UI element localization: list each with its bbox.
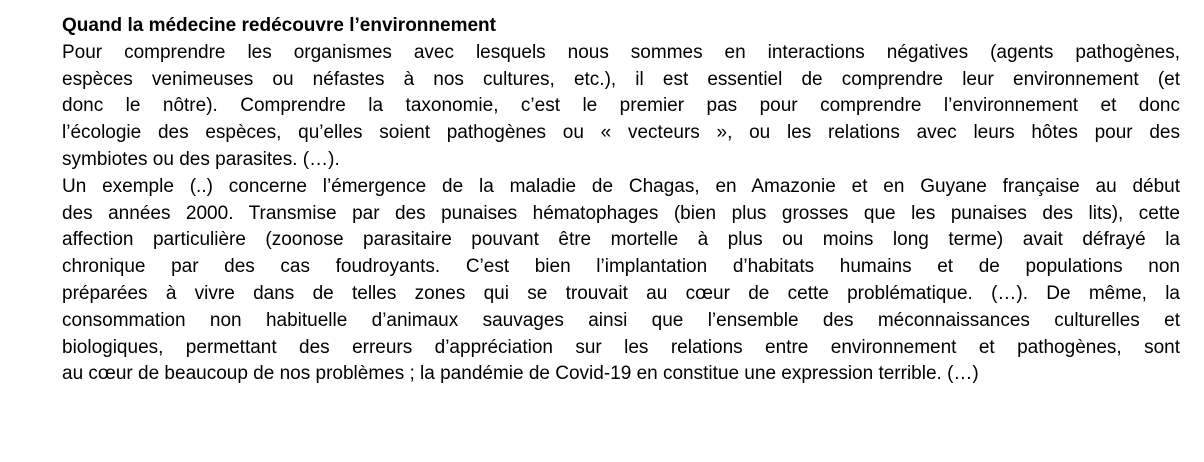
paragraph-line: des années 2000. Transmise par des punaises hématophages (bien plus grosses que les punaises des lits), cette (62, 202, 1180, 224)
paragraph-line: biologiques, permettant des erreurs d’appréciation sur les relations entre environnement et pathogènes, sont (62, 336, 1180, 358)
document-title: Quand la médecine redécouvre l’environnement (62, 15, 496, 36)
paragraph-line: Pour comprendre les organismes avec lesquels nous sommes en interactions négatives (agents pathogènes, (62, 41, 1180, 63)
paragraph-line: l’écologie des espèces, qu’elles soient pathogènes ou « vecteurs », ou les relations avec leurs hôtes pour des (62, 122, 1180, 144)
paragraph-2 (62, 174, 1180, 388)
paragraph-line: chronique par des cas foudroyants. C’est bien l’implantation d’habitats humains et de populations non (62, 256, 1180, 278)
paragraph-line: préparées à vivre dans de telles zones qui se trouvait au cœur de cette problématique. (…). De même, la (62, 282, 1180, 304)
paragraph-line: affection particulière (zoonose parasitaire pouvant être mortelle à plus ou moins long terme) avait défrayé la (62, 229, 1180, 251)
document-page (62, 13, 1180, 388)
paragraph-line: symbiotes ou des parasites. (…). (62, 148, 340, 170)
paragraph-line: espèces venimeuses ou néfastes à nos cultures, etc.), il est essentiel de comprendre leur environnement (et (62, 68, 1180, 90)
paragraph-line: consommation non habituelle d’animaux sauvages ainsi que l’ensemble des méconnaissances culturelles et (62, 309, 1180, 331)
paragraph-1 (62, 40, 1180, 174)
paragraph-line: au cœur de beaucoup de nos problèmes ; la pandémie de Covid-19 en constitue une expression terrible. (…) (62, 363, 979, 385)
paragraph-line: donc le nôtre). Comprendre la taxonomie, c’est le premier pas pour comprendre l’environnement et donc (62, 95, 1180, 117)
paragraph-line: Un exemple (..) concerne l’émergence de la maladie de Chagas, en Amazonie et en Guyane française au début (62, 175, 1180, 197)
